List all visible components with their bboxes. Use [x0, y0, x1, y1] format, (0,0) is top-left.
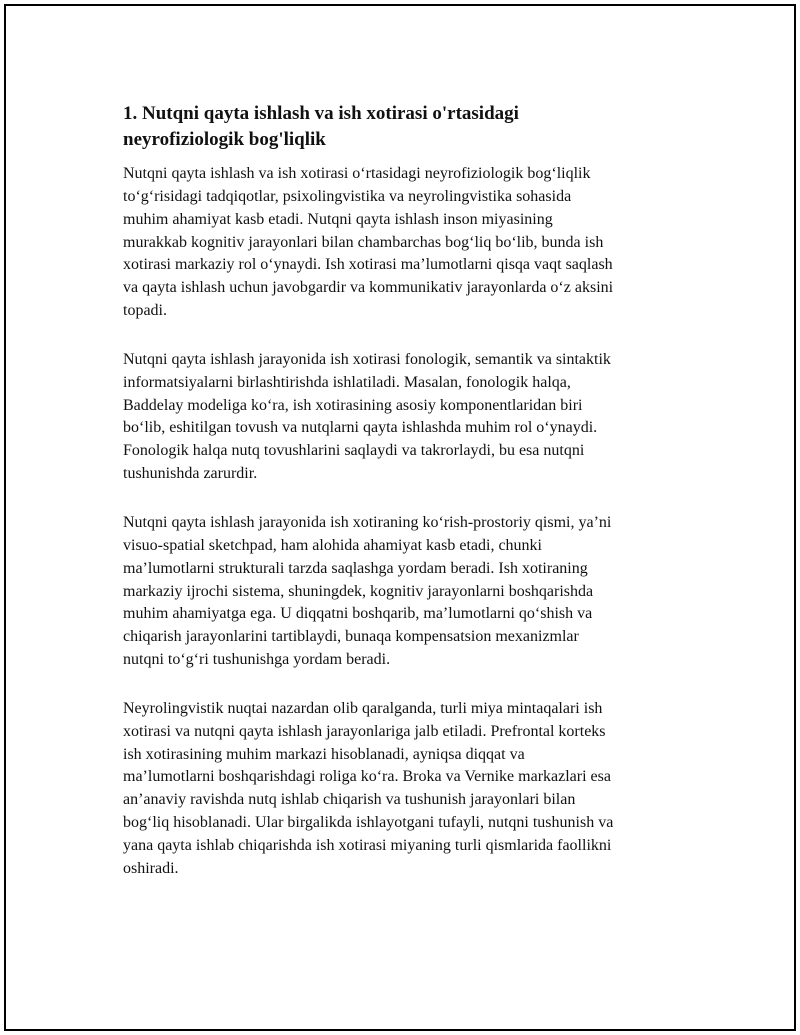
text-line: Nutqni qayta ishlash va ish xotirasi o‘rtasidagi neyrofiziologik bog‘liqlik [123, 165, 591, 182]
paragraph-2 [123, 349, 699, 486]
paragraph-1 [123, 163, 699, 323]
text-line: nutqni to‘g‘ri tushunishga yordam beradi. [123, 651, 391, 669]
text-line: informatsiyalarni birlashtirishda ishlatiladi. Masalan, fonologik halqa, [123, 373, 571, 391]
text-line: to‘g‘risidagi tadqiqotlar, psixolingvistika va neyrolingvistika sohasida [123, 187, 572, 205]
paragraph-4 [123, 698, 699, 881]
text-line: markaziy ijrochi sistema, shuningdek, kognitiv jarayonlarni boshqarishda [123, 582, 594, 600]
text-line: muhim ahamiyatga ega. U diqqatni boshqarib, ma’lumotlarni qo‘shish va [123, 605, 593, 623]
section-title [123, 101, 699, 153]
text-line: oshiradi. [123, 859, 179, 877]
text-line: bog‘liq hisoblanadi. Ular birgalikda ishlayotgani tufayli, nutqni tushunish va [123, 814, 614, 832]
text-line: muhim ahamiyat kasb etadi. Nutqni qayta ishlash inson miyasining [123, 210, 553, 228]
text-line: topadi. [123, 302, 167, 320]
text-line: ish xotirasining muhim markazi hisoblanadi, ayniqsa diqqat va [123, 745, 525, 763]
text-line: murakkab kognitiv jarayonlari bilan chambarchas bog‘liq bo‘lib, bunda ish [123, 233, 604, 251]
text-line: yana qayta ishlab chiqarishda ish xotirasi miyaning turli qismlarida faollikni [123, 836, 612, 854]
text-line: xotirasi markaziy rol o‘ynaydi. Ish xotirasi ma’lumotlarni qisqa vaqt saqlash [123, 256, 613, 274]
text-line: va qayta ishlash uchun javobgardir va kommunikativ jarayonlarda o‘z aksini [123, 279, 614, 297]
section-title-line: neyrofiziologik bog'liqlik [123, 129, 326, 150]
paragraph-3 [123, 512, 699, 672]
text-line: xotirasi va nutqni qayta ishlash jarayonlariga jalb etiladi. Prefrontal korteks [123, 722, 606, 740]
text-line: Fonologik halqa nutq tovushlarini saqlaydi va takrorlaydi, bu esa nutqni [123, 442, 585, 460]
document-body [123, 101, 699, 907]
text-line: Nutqni qayta ishlash jarayonida ish xotiraning ko‘rish-prostoriy qismi, ya’ni [123, 513, 612, 531]
text-line: tushunishda zarurdir. [123, 465, 258, 483]
text-line: ma’lumotlarni boshqarishdagi roliga ko‘ra. Broka va Vernike markazlari esa [123, 768, 611, 786]
text-line: Baddelay modeliga ko‘ra, ish xotirasining asosiy komponentlaridan biri [123, 396, 583, 414]
text-line: an’anaviy ravishda nutq ishlab chiqarish va tushunish jarayonlari bilan [123, 791, 576, 809]
text-line: visuo-spatial sketchpad, ham alohida ahamiyat kasb etadi, chunki [123, 536, 542, 554]
text-line: ma’lumotlarni strukturali tarzda saqlashga yordam beradi. Ish xotiraning [123, 559, 588, 577]
text-line: Nutqni qayta ishlash jarayonida ish xotirasi fonologik, semantik va sintaktik [123, 350, 611, 368]
text-line: bo‘lib, eshitilgan tovush va nutqlarni qayta ishlashda muhim rol o‘ynaydi. [123, 419, 598, 437]
page-border [4, 4, 796, 1031]
section-title-line: 1. Nutqni qayta ishlash va ish xotirasi o'rtasidagi [123, 103, 519, 124]
text-line: chiqarish jarayonlarini tartiblaydi, bunaqa kompensatsion mexanizmlar [123, 628, 579, 646]
text-line: Neyrolingvistik nuqtai nazardan olib qaralganda, turli miya mintaqalari ish [123, 699, 603, 717]
